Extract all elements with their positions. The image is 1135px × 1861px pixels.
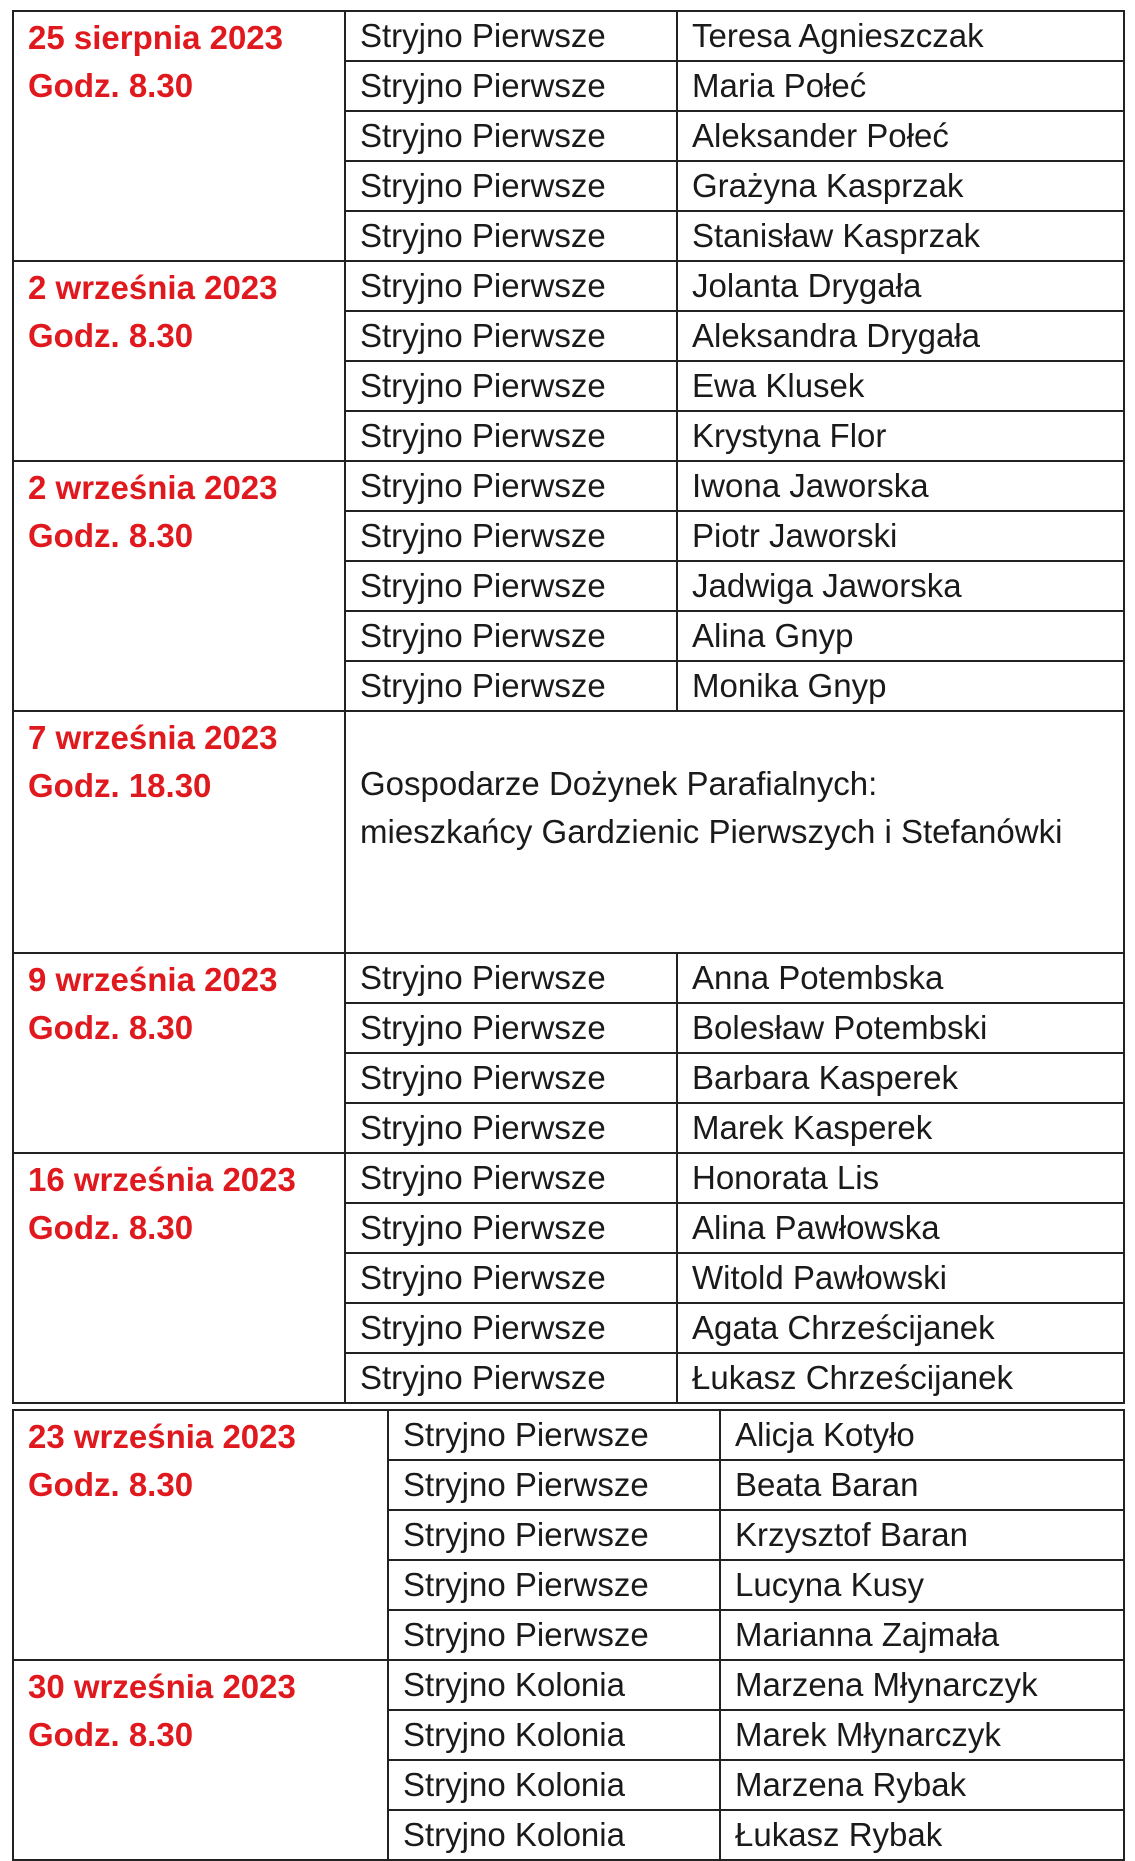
place-cell: Stryjno Pierwsze [345, 1203, 677, 1253]
name-cell: Łukasz Rybak [720, 1810, 1124, 1860]
place-cell: Stryjno Pierwsze [345, 1353, 677, 1403]
place-cell: Stryjno Pierwsze [345, 1303, 677, 1353]
place-cell: Stryjno Pierwsze [345, 161, 677, 211]
name-cell: Alina Gnyp [677, 611, 1124, 661]
date-cell [13, 953, 345, 1153]
place-cell: Stryjno Pierwsze [345, 1103, 677, 1153]
date-cell [13, 1153, 345, 1403]
table-row [13, 461, 1124, 511]
name-cell: Marianna Zajmała [720, 1610, 1124, 1660]
date-label: 2 września 2023 [28, 269, 278, 306]
place-cell: Stryjno Pierwsze [345, 461, 677, 511]
table-row [13, 1410, 1124, 1460]
place-cell: Stryjno Pierwsze [345, 561, 677, 611]
place-cell: Stryjno Pierwsze [345, 1003, 677, 1053]
time-label: Godz. 8.30 [28, 1716, 194, 1753]
date-cell [13, 1660, 388, 1860]
note-cell [345, 711, 1124, 953]
name-cell: Krzysztof Baran [720, 1510, 1124, 1560]
place-cell: Stryjno Kolonia [388, 1810, 720, 1860]
place-cell: Stryjno Pierwsze [388, 1610, 720, 1660]
name-cell: Anna Potembska [677, 953, 1124, 1003]
name-cell: Jolanta Drygała [677, 261, 1124, 311]
name-cell: Honorata Lis [677, 1153, 1124, 1203]
name-cell: Teresa Agnieszczak [677, 11, 1124, 61]
name-cell: Maria Połeć [677, 61, 1124, 111]
place-cell: Stryjno Pierwsze [345, 11, 677, 61]
date-label: 25 sierpnia 2023 [28, 19, 284, 56]
place-cell: Stryjno Pierwsze [388, 1560, 720, 1610]
date-label: 30 września 2023 [28, 1668, 296, 1705]
date-cell [13, 711, 345, 953]
date-label: 23 września 2023 [28, 1418, 296, 1455]
date-label: 16 września 2023 [28, 1161, 296, 1198]
name-cell: Piotr Jaworski [677, 511, 1124, 561]
time-label: Godz. 18.30 [28, 767, 212, 804]
time-label: Godz. 8.30 [28, 517, 194, 554]
schedule-table-1 [12, 10, 1125, 1404]
time-label: Godz. 8.30 [28, 1466, 194, 1503]
place-cell: Stryjno Pierwsze [388, 1410, 720, 1460]
note-line-2: mieszkańcy Gardzienic Pierwszych i Stefanówki [360, 813, 1063, 850]
place-cell: Stryjno Pierwsze [388, 1510, 720, 1560]
date-label: 7 września 2023 [28, 719, 278, 756]
name-cell: Iwona Jaworska [677, 461, 1124, 511]
name-cell: Grażyna Kasprzak [677, 161, 1124, 211]
name-cell: Alicja Kotyło [720, 1410, 1124, 1460]
table-row [13, 1153, 1124, 1203]
name-cell: Alina Pawłowska [677, 1203, 1124, 1253]
date-cell [13, 461, 345, 711]
name-cell: Jadwiga Jaworska [677, 561, 1124, 611]
place-cell: Stryjno Pierwsze [345, 1053, 677, 1103]
place-cell: Stryjno Pierwsze [345, 211, 677, 261]
date-cell [13, 261, 345, 461]
name-cell: Monika Gnyp [677, 661, 1124, 711]
time-label: Godz. 8.30 [28, 67, 194, 104]
place-cell: Stryjno Pierwsze [345, 311, 677, 361]
name-cell: Marzena Młynarczyk [720, 1660, 1124, 1710]
place-cell: Stryjno Pierwsze [345, 111, 677, 161]
name-cell: Krystyna Flor [677, 411, 1124, 461]
name-cell: Marek Młynarczyk [720, 1710, 1124, 1760]
name-cell: Lucyna Kusy [720, 1560, 1124, 1610]
place-cell: Stryjno Pierwsze [345, 61, 677, 111]
table-row [13, 711, 1124, 953]
name-cell: Stanisław Kasprzak [677, 211, 1124, 261]
place-cell: Stryjno Pierwsze [345, 511, 677, 561]
name-cell: Agata Chrześcijanek [677, 1303, 1124, 1353]
place-cell: Stryjno Kolonia [388, 1660, 720, 1710]
place-cell: Stryjno Pierwsze [345, 1153, 677, 1203]
table-row [13, 953, 1124, 1003]
place-cell: Stryjno Pierwsze [388, 1460, 720, 1510]
name-cell: Aleksander Połeć [677, 111, 1124, 161]
place-cell: Stryjno Pierwsze [345, 611, 677, 661]
note-line-1: Gospodarze Dożynek Parafialnych: [360, 765, 878, 802]
date-label: 9 września 2023 [28, 961, 278, 998]
place-cell: Stryjno Pierwsze [345, 261, 677, 311]
name-cell: Marek Kasperek [677, 1103, 1124, 1153]
name-cell: Bolesław Potembski [677, 1003, 1124, 1053]
name-cell: Aleksandra Drygała [677, 311, 1124, 361]
place-cell: Stryjno Pierwsze [345, 411, 677, 461]
time-label: Godz. 8.30 [28, 1209, 194, 1246]
place-cell: Stryjno Pierwsze [345, 953, 677, 1003]
table-row [13, 1660, 1124, 1710]
name-cell: Marzena Rybak [720, 1760, 1124, 1810]
name-cell: Beata Baran [720, 1460, 1124, 1510]
place-cell: Stryjno Pierwsze [345, 361, 677, 411]
name-cell: Barbara Kasperek [677, 1053, 1124, 1103]
date-cell [13, 11, 345, 261]
date-label: 2 września 2023 [28, 469, 278, 506]
name-cell: Witold Pawłowski [677, 1253, 1124, 1303]
table-row [13, 11, 1124, 61]
time-label: Godz. 8.30 [28, 317, 194, 354]
place-cell: Stryjno Kolonia [388, 1760, 720, 1810]
table-row [13, 261, 1124, 311]
place-cell: Stryjno Pierwsze [345, 661, 677, 711]
place-cell: Stryjno Pierwsze [345, 1253, 677, 1303]
name-cell: Ewa Klusek [677, 361, 1124, 411]
schedule-table-2 [12, 1409, 1125, 1861]
place-cell: Stryjno Kolonia [388, 1710, 720, 1760]
date-cell [13, 1410, 388, 1660]
time-label: Godz. 8.30 [28, 1009, 194, 1046]
name-cell: Łukasz Chrześcijanek [677, 1353, 1124, 1403]
